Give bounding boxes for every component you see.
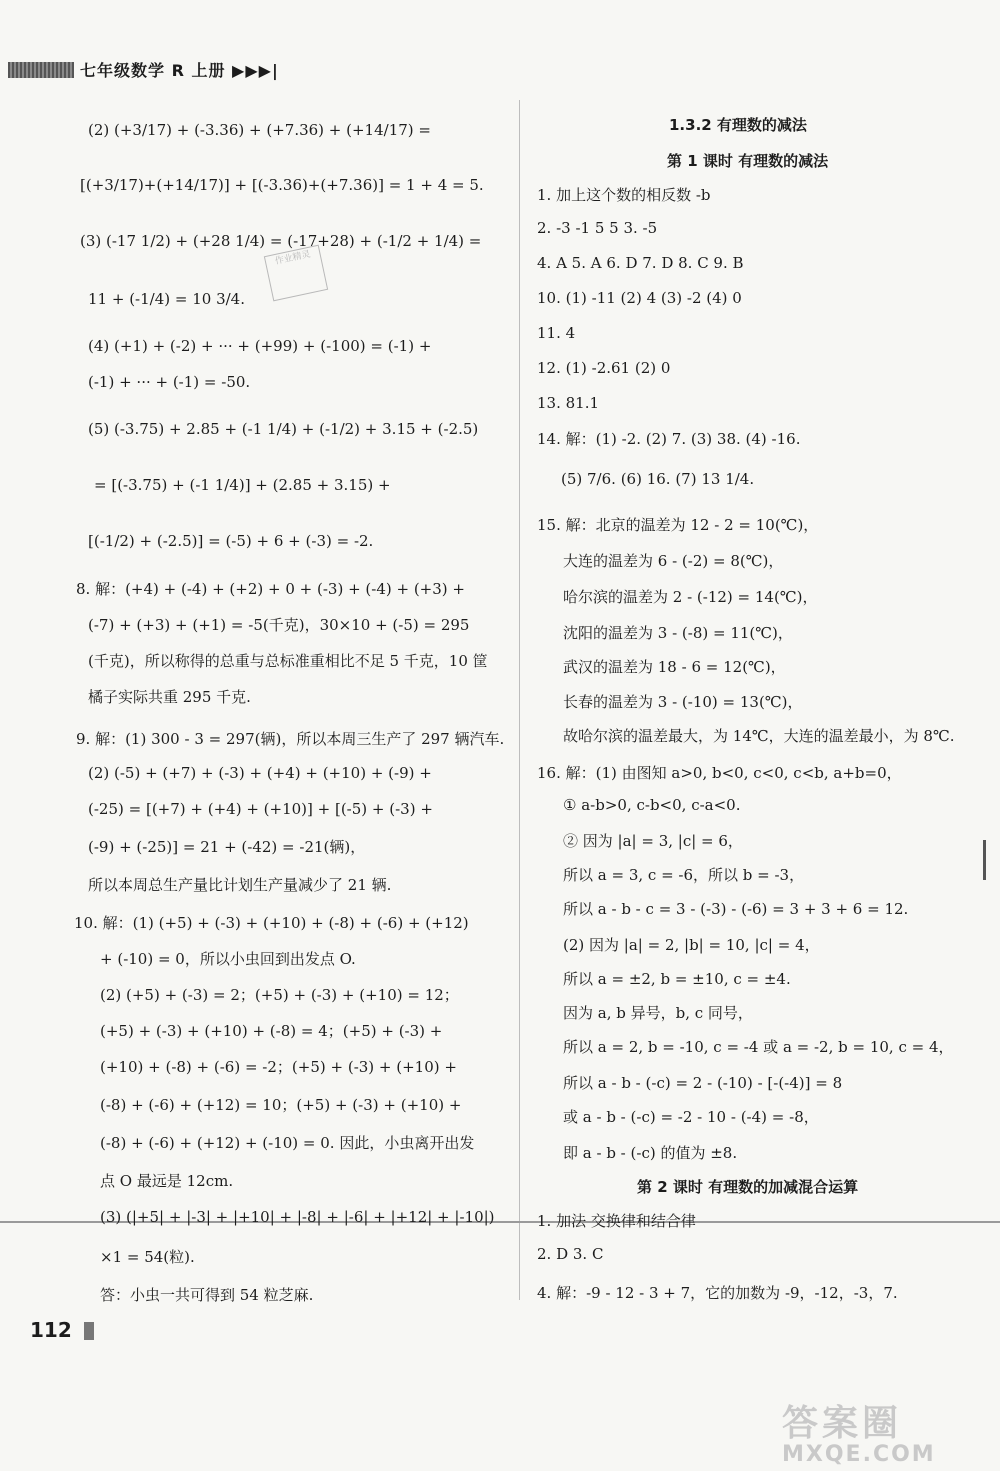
stamp-logo: 作业精灵 xyxy=(264,245,328,302)
answer-line: 沈阳的温差为 3 - (-8) = 11(℃)， xyxy=(563,624,793,642)
answer-line: 4. A 5. A 6. D 7. D 8. C 9. B xyxy=(537,254,744,272)
answer-line: 所以 a - b - (-c) = 2 - (-10) - [-(-4)] = 8 xyxy=(563,1074,843,1092)
book-header-title: 七年级数学 R 上册 ▶▶▶| xyxy=(80,61,279,80)
answer-line: (-25) = [(+7) + (+4) + (+10)] + [(-5) + (-3) + xyxy=(88,800,433,818)
answer-line: + (-10) = 0，所以小虫回到出发点 O. xyxy=(100,950,356,968)
answer-line: [(+3/17)+(+14/17)] + [(-3.36)+(+7.36)] = 1 + 4 = 5. xyxy=(80,176,484,194)
answer-line: 答：小虫一共可得到 54 粒芝麻. xyxy=(100,1286,314,1304)
answer-line: 14. 解：(1) -2. (2) 7. (3) 38. (4) -16. xyxy=(537,430,801,448)
column-divider xyxy=(519,100,520,1300)
answer-line: 12. (1) -2.61 (2) 0 xyxy=(537,359,671,377)
answer-line: (2) (-5) + (+7) + (-3) + (+4) + (+10) + (-9) + xyxy=(88,764,432,782)
answer-line: 大连的温差为 6 - (-2) = 8(℃)， xyxy=(563,552,784,570)
answer-line: 橘子实际共重 295 千克. xyxy=(88,688,251,706)
answer-line: (-1) + ··· + (-1) = -50. xyxy=(88,373,251,391)
answer-line: (2) (+3/17) + (-3.36) + (+7.36) + (+14/17) = xyxy=(88,121,431,139)
answer-line: (2) (+5) + (-3) = 2；(+5) + (-3) + (+10) = 12； xyxy=(100,986,459,1004)
answer-line: (千克)，所以称得的总重与总标准重相比不足 5 千克，10 筐 xyxy=(88,652,488,670)
answer-line: 所以 a = 2, b = -10, c = -4 或 a = -2, b = 10, c = 4， xyxy=(563,1038,954,1056)
answer-line: (4) (+1) + (-2) + ··· + (+99) + (-100) = (-1) + xyxy=(88,337,432,355)
answer-line: (-8) + (-6) + (+12) = 10；(+5) + (-3) + (+10) + xyxy=(100,1096,462,1114)
answer-line: 所以本周总生产量比计划生产量减少了 21 辆. xyxy=(88,876,392,894)
answer-line: 2. D 3. C xyxy=(537,1245,604,1263)
answer-line: 15. 解：北京的温差为 12 - 2 = 10(℃)， xyxy=(537,516,819,534)
answer-line: ① a-b>0, c-b<0, c-a<0. xyxy=(563,796,741,814)
answer-line: [(-1/2) + (-2.5)] = (-5) + 6 + (-3) = -2. xyxy=(88,532,374,550)
edge-mark xyxy=(983,840,986,880)
lesson-title: 第 1 课时 有理数的减法 xyxy=(667,152,829,170)
answer-line: 9. 解：(1) 300 - 3 = 297(辆)，所以本周三生产了 297 辆汽车. xyxy=(76,730,505,748)
answer-line: 即 a - b - (-c) 的值为 ±8. xyxy=(563,1144,738,1162)
answer-line: 8. 解：(+4) + (-4) + (+2) + 0 + (-3) + (-4) + (+3) + xyxy=(76,580,465,598)
answer-line: 2. -3 -1 5 5 3. -5 xyxy=(537,219,658,237)
answer-line: 10. (1) -11 (2) 4 (3) -2 (4) 0 xyxy=(537,289,742,307)
answer-line: (-9) + (-25)] = 21 + (-42) = -21(辆)， xyxy=(88,838,366,856)
answer-line: (3) (-17 1/2) + (+28 1/4) = (-17+28) + (-1/2 + 1/4) = xyxy=(80,232,482,250)
answer-line: 1. 加法 交换律和结合律 xyxy=(537,1212,696,1230)
answer-line: (-8) + (-6) + (+12) + (-10) = 0. 因此，小虫离开出发 xyxy=(100,1134,475,1152)
page-number-marker xyxy=(84,1322,94,1340)
answer-line: 长春的温差为 3 - (-10) = 13(℃)， xyxy=(563,693,803,711)
answer-line: (5) 7/6. (6) 16. (7) 13 1/4. xyxy=(561,470,755,488)
lesson-title: 第 2 课时 有理数的加减混合运算 xyxy=(637,1178,859,1196)
answer-line: 因为 a, b 异号，b, c 同号， xyxy=(563,1004,753,1022)
page-number: 112 xyxy=(30,1318,72,1342)
watermark-logo: 答案圈 MXQE.COM xyxy=(782,1403,936,1467)
answer-line: (+10) + (-8) + (-6) = -2；(+5) + (-3) + (+10) + xyxy=(100,1058,457,1076)
answer-line: 11 + (-1/4) = 10 3/4. xyxy=(88,290,245,308)
answer-line: 或 a - b - (-c) = -2 - 10 - (-4) = -8， xyxy=(563,1108,819,1126)
answer-line: 13. 81.1 xyxy=(537,394,600,412)
answer-line: 所以 a = 3, c = -6，所以 b = -3， xyxy=(563,866,805,884)
answer-line: 4. 解：-9 - 12 - 3 + 7，它的加数为 -9，-12，-3，7. xyxy=(537,1284,898,1302)
answer-line: (3) (|+5| + |-3| + |+10| + |-8| + |-6| + |+12| + |-10|) xyxy=(100,1208,495,1226)
answer-line: (-7) + (+3) + (+1) = -5(千克)，30×10 + (-5) = 295 xyxy=(88,616,470,634)
answer-line: = [(-3.75) + (-1 1/4)] + (2.85 + 3.15) + xyxy=(94,476,391,494)
answer-line: 1. 加上这个数的相反数 -b xyxy=(537,186,711,204)
answer-line: 哈尔滨的温差为 2 - (-12) = 14(℃)， xyxy=(563,588,818,606)
answer-line: 武汉的温差为 18 - 6 = 12(℃)， xyxy=(563,658,786,676)
answer-line: 10. 解：(1) (+5) + (-3) + (+10) + (-8) + (-6) + (+12) xyxy=(74,914,469,932)
answer-line: 16. 解：(1) 由图知 a>0, b<0, c<0, c<b, a+b=0， xyxy=(537,764,902,782)
answer-line: 所以 a - b - c = 3 - (-3) - (-6) = 3 + 3 + 6 = 12. xyxy=(563,900,909,918)
answer-line: (+5) + (-3) + (+10) + (-8) = 4；(+5) + (-3) + xyxy=(100,1022,443,1040)
answer-line: (5) (-3.75) + 2.85 + (-1 1/4) + (-1/2) + 3.15 + (-2.5) xyxy=(88,420,479,438)
answer-line: ×1 = 54(粒). xyxy=(100,1248,195,1266)
answer-line: 点 O 最远是 12cm. xyxy=(100,1172,234,1190)
answer-line: (2) 因为 |a| = 2, |b| = 10, |c| = 4， xyxy=(563,936,820,954)
section-title: 1.3.2 有理数的减法 xyxy=(669,116,807,134)
header-decor-bar xyxy=(8,62,74,78)
answer-line: 11. 4 xyxy=(537,324,576,342)
answer-line: 故哈尔滨的温差最大，为 14℃，大连的温差最小，为 8℃. xyxy=(563,727,955,745)
answer-line: ② 因为 |a| = 3, |c| = 6， xyxy=(563,832,743,850)
answer-line: 所以 a = ±2, b = ±10, c = ±4. xyxy=(563,970,791,988)
